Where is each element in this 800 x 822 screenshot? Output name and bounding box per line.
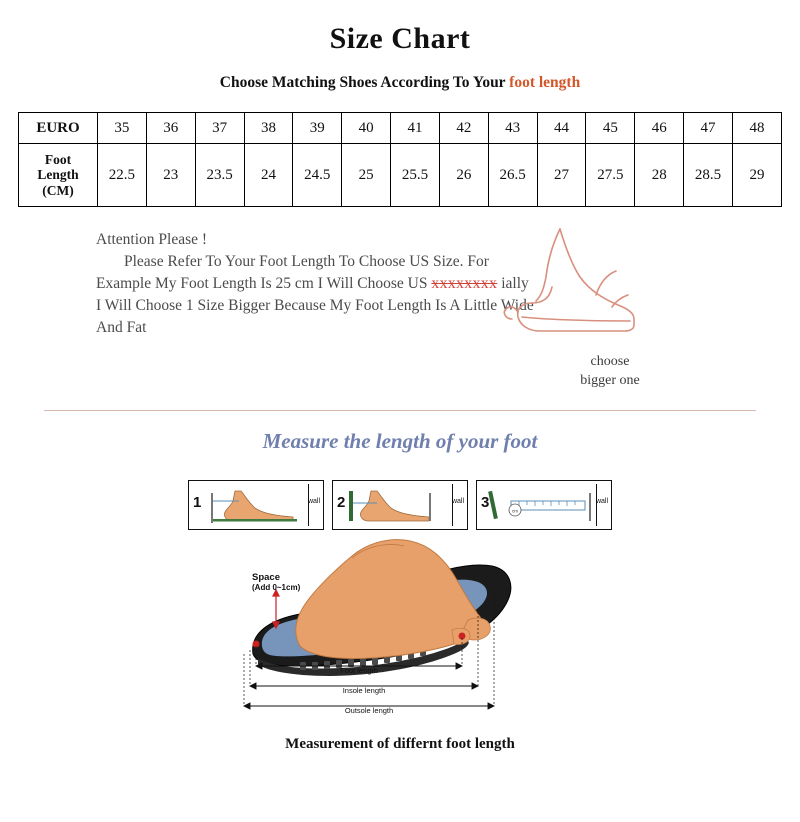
size-table <box>18 112 782 207</box>
table-cell: 24 <box>244 144 293 207</box>
table-cell: 37 <box>195 113 244 144</box>
subtitle-lead: Choose Matching Shoes According To Your <box>219 74 510 91</box>
table-cell: 28 <box>635 144 684 207</box>
table-cell: 25 <box>342 144 391 207</box>
table-cell: 24.5 <box>293 144 342 207</box>
table-cell: 22.5 <box>98 144 147 207</box>
table-cell: 29 <box>732 144 781 207</box>
attention-body-part2: ially I Will Choose 1 Size Bigger Because My Foot Length Is A Little Wide And Fat <box>96 275 534 336</box>
table-cell: 23.5 <box>195 144 244 207</box>
attention-text <box>96 229 536 339</box>
table-cell: 46 <box>635 113 684 144</box>
table-cell: 40 <box>342 113 391 144</box>
attention-strikethrough: xxxxxxxx <box>431 275 498 292</box>
table-cell: 26 <box>439 144 488 207</box>
table-cell: 44 <box>537 113 586 144</box>
table-cell: 23 <box>146 144 195 207</box>
table-cell: 47 <box>684 113 733 144</box>
choose-bigger-note <box>545 353 675 391</box>
row-header-euro: EURO <box>19 113 98 144</box>
measure-step-3 <box>476 480 612 530</box>
table-cell: 27.5 <box>586 144 635 207</box>
table-cell: 38 <box>244 113 293 144</box>
section-divider <box>44 410 756 411</box>
table-cell: 35 <box>98 113 147 144</box>
row-header-line2: Length <box>37 167 79 183</box>
choose-note-line2: bigger one <box>580 372 640 388</box>
dimension-label-insole-length: Insole length <box>342 686 386 695</box>
svg-text:cm: cm <box>512 508 518 514</box>
diagram-caption: Measurement of differnt foot length <box>285 736 515 752</box>
table-cell: 36 <box>146 113 195 144</box>
attention-body-part1: Please Refer To Your Foot Length To Choose US Size. For Example My Foot Length Is 25 cm I Will Choose US <box>96 253 489 292</box>
table-row-foot-length <box>19 144 782 207</box>
space-label-line2: (Add 0~1cm) <box>252 583 301 593</box>
attention-block <box>0 225 800 410</box>
table-cell: 39 <box>293 113 342 144</box>
table-cell: 27 <box>537 144 586 207</box>
size-table-wrapper <box>18 112 782 207</box>
measure-steps <box>0 480 800 530</box>
table-cell: 25.5 <box>391 144 440 207</box>
table-cell: 26.5 <box>488 144 537 207</box>
wall-label: wall <box>595 498 608 505</box>
page-title: Size Chart <box>329 22 471 55</box>
wall-label: wall <box>307 498 320 505</box>
wall-label: wall <box>451 498 464 505</box>
row-header-line1: Foot <box>44 152 72 168</box>
step-number: 1 <box>193 494 202 511</box>
table-cell: 41 <box>391 113 440 144</box>
size-chart-page <box>0 22 800 822</box>
row-header-line3: (CM) <box>42 182 74 198</box>
foot-outline-illustration <box>500 221 680 366</box>
space-label <box>252 572 300 593</box>
dimension-label-outsole-length: Outsole length <box>344 706 394 715</box>
measure-step-1 <box>188 480 324 530</box>
attention-heading: Attention Please ! <box>96 231 208 248</box>
table-cell: 48 <box>732 113 781 144</box>
space-label-line1: Space <box>252 572 280 583</box>
step-number: 2 <box>337 494 346 511</box>
subtitle-highlight: foot length <box>509 74 581 91</box>
attention-body <box>96 251 536 339</box>
measure-step-2 <box>332 480 468 530</box>
table-cell: 28.5 <box>684 144 733 207</box>
row-header-foot-length <box>19 144 98 207</box>
table-cell: 45 <box>586 113 635 144</box>
page-subtitle <box>0 74 800 92</box>
step-number: 3 <box>481 494 490 511</box>
table-cell: 43 <box>488 113 537 144</box>
table-row-euro <box>19 113 782 144</box>
table-cell: 42 <box>439 113 488 144</box>
dimension-label-foot-length: Foot length <box>340 666 378 675</box>
choose-note-line1: choose <box>590 354 630 369</box>
foot-measurement-diagram <box>0 534 800 734</box>
measure-heading: Measure the length of your foot <box>262 429 538 453</box>
